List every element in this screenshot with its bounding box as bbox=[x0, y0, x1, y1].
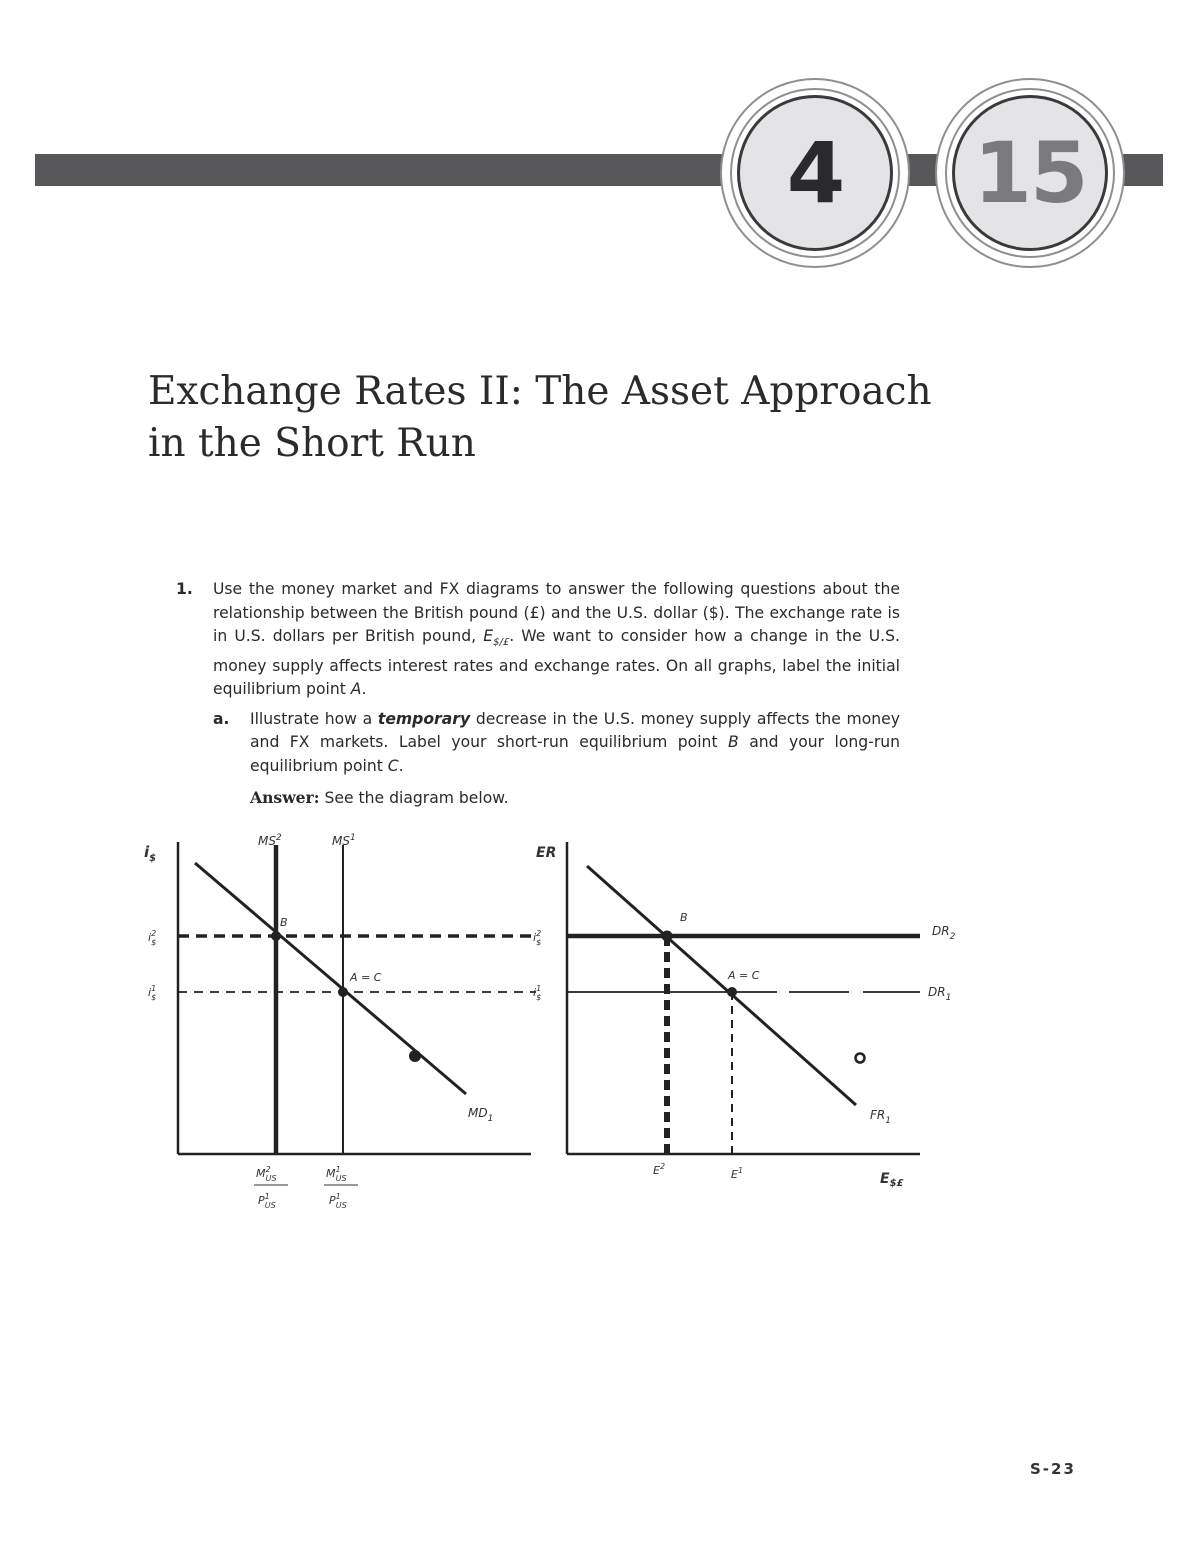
money-market-diagram bbox=[140, 825, 550, 1220]
dr1-label: $DR_1$ bbox=[928, 985, 952, 1003]
fr-curve bbox=[587, 866, 856, 1105]
money-point-b bbox=[271, 931, 281, 941]
answer bbox=[250, 786, 900, 811]
fx-i1-label: $i^1$ $ bbox=[533, 984, 542, 1002]
rate-symbol-subscript: $/£ bbox=[493, 637, 510, 649]
m1-tick-label bbox=[324, 1165, 358, 1210]
fx-x-axis-label: $E_{\$£}$ bbox=[880, 1171, 904, 1189]
point-b-label: B bbox=[728, 733, 739, 752]
initial-point-label: A bbox=[350, 680, 362, 699]
money-point-b-label: B bbox=[280, 916, 288, 929]
money-i1-label: $i^1$ $ bbox=[148, 984, 157, 1002]
question-text-part-1: Use the money market and FX diagrams to answer the following questions about the relationship between the British pound (£) and the U.S. dollar ($). The exchange rate is in U.S. dollars per British pound, bbox=[213, 580, 900, 645]
question-number: 1. bbox=[176, 580, 193, 598]
part-a-text-1: Illustrate how a bbox=[250, 709, 378, 728]
question-text-end: . bbox=[361, 680, 367, 699]
m1-numerator: $M^1$ US bbox=[326, 1165, 347, 1183]
chapter-number: 15 bbox=[952, 95, 1108, 251]
e1-tick-label: $E^1$ bbox=[731, 1166, 744, 1181]
fx-market-svg bbox=[530, 825, 960, 1220]
ms2-label: $MS^2$ bbox=[258, 833, 282, 848]
chapter-title-line-2: in the Short Run bbox=[148, 421, 476, 466]
md-curve bbox=[195, 863, 466, 1094]
money-extra-point bbox=[409, 1050, 421, 1062]
m2-denominator: $P^1$ US bbox=[258, 1192, 276, 1210]
money-y-axis-label: $i_{\$}$ bbox=[144, 843, 157, 864]
point-c-label: C bbox=[387, 756, 399, 775]
fx-point-b-label: B bbox=[680, 911, 688, 924]
money-point-ac-label: A = C bbox=[350, 971, 382, 984]
ms1-label: $MS^1$ bbox=[332, 833, 356, 848]
part-a bbox=[213, 708, 900, 779]
fx-y-axis-label: ER bbox=[536, 845, 557, 861]
money-market-svg bbox=[140, 825, 550, 1220]
question-text bbox=[213, 578, 900, 702]
fx-point-ac-label: A = C bbox=[728, 969, 760, 982]
part-a-text-2: decrease in the U.S. money supply affects the money and FX markets. Label your short-run equilibrium point bbox=[250, 709, 900, 752]
part-a-letter: a. bbox=[213, 709, 230, 728]
part-number-badge bbox=[720, 78, 910, 268]
chapter-number-badge bbox=[935, 78, 1125, 268]
m2-tick-label bbox=[254, 1165, 288, 1210]
fx-point-b bbox=[662, 931, 673, 942]
part-a-text-4: . bbox=[398, 756, 404, 775]
part-a-text-3: and your long-run equilibrium point bbox=[250, 733, 900, 775]
question-text-part-2: . We want to consider how a change in the U.S. money supply affects interest rates and exchange rates. On all graphs, label the initial equilibrium point bbox=[213, 627, 900, 699]
part-a-emphasis: temporary bbox=[377, 709, 471, 728]
fx-point-ac bbox=[727, 987, 737, 997]
page-number: S-23 bbox=[1030, 1460, 1076, 1478]
answer-text: See the diagram below. bbox=[319, 789, 509, 808]
question-1 bbox=[176, 578, 900, 811]
part-a-text bbox=[250, 708, 900, 779]
fx-market-diagram bbox=[530, 825, 960, 1220]
m1-denominator: $P^1$ US bbox=[329, 1192, 347, 1210]
rate-symbol-letter: E bbox=[483, 627, 494, 645]
e2-tick-label: $E^2$ bbox=[653, 1162, 666, 1177]
chapter-title-line-1: Exchange Rates II: The Asset Approach bbox=[148, 369, 932, 414]
fx-i2-label: $i^2$ $ bbox=[533, 929, 542, 947]
chapter-title bbox=[148, 366, 948, 470]
answer-label: Answer: bbox=[250, 788, 320, 808]
money-i2-label: $i^2$ $ bbox=[148, 929, 157, 947]
fx-hollow-point bbox=[856, 1054, 865, 1063]
money-point-ac bbox=[338, 987, 348, 997]
dr2-label: $DR_2$ bbox=[932, 924, 956, 942]
rate-symbol bbox=[483, 627, 510, 649]
md-label: $MD_1$ bbox=[468, 1106, 494, 1124]
m2-numerator: $M^2$ US bbox=[256, 1165, 277, 1183]
fr-label: $FR_1$ bbox=[870, 1108, 891, 1126]
part-number: 4 bbox=[737, 95, 893, 251]
